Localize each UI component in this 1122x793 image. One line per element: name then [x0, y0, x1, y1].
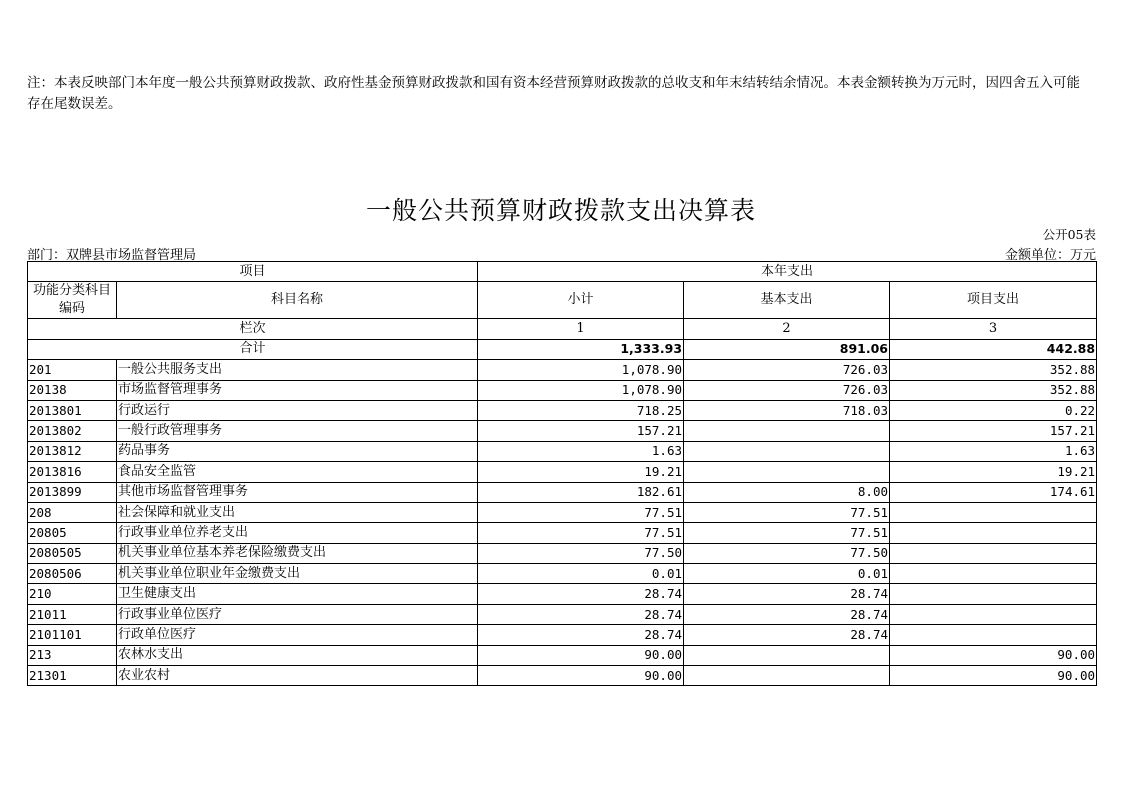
row-code: 2013812 — [28, 441, 117, 461]
row-basic — [684, 462, 890, 482]
table-row — [28, 523, 1097, 543]
row-name: 社会保障和就业支出 — [117, 502, 478, 522]
row-code: 2013816 — [28, 462, 117, 482]
row-project: 352.88 — [890, 360, 1097, 380]
row-project — [890, 625, 1097, 645]
row-project: 90.00 — [890, 645, 1097, 665]
row-project — [890, 523, 1097, 543]
row-subtotal: 1,078.90 — [478, 360, 684, 380]
row-subtotal: 157.21 — [478, 421, 684, 441]
column-index-2: 2 — [684, 319, 890, 339]
row-name: 行政事业单位医疗 — [117, 604, 478, 624]
row-code: 213 — [28, 645, 117, 665]
table-row — [28, 645, 1097, 665]
row-code: 208 — [28, 502, 117, 522]
row-code: 201 — [28, 360, 117, 380]
header-project: 项目 — [28, 262, 478, 282]
row-code: 2080505 — [28, 543, 117, 563]
column-index-3: 3 — [890, 319, 1097, 339]
header-name: 科目名称 — [117, 282, 478, 319]
column-index-1: 1 — [478, 319, 684, 339]
row-subtotal: 77.51 — [478, 523, 684, 543]
table-row — [28, 502, 1097, 522]
page-title: 一般公共预算财政拨款支出决算表 — [365, 196, 756, 225]
row-name: 一般行政管理事务 — [117, 421, 478, 441]
row-subtotal: 1,078.90 — [478, 380, 684, 400]
table-row — [28, 400, 1097, 420]
row-project — [890, 584, 1097, 604]
row-subtotal: 77.51 — [478, 502, 684, 522]
row-basic: 77.51 — [684, 502, 890, 522]
header-subtotal: 小计 — [478, 282, 684, 319]
row-basic: 8.00 — [684, 482, 890, 502]
row-subtotal: 718.25 — [478, 400, 684, 420]
row-name: 行政运行 — [117, 400, 478, 420]
table-row — [28, 625, 1097, 645]
header-basic: 基本支出 — [684, 282, 890, 319]
table-row — [28, 441, 1097, 461]
row-subtotal: 0.01 — [478, 564, 684, 584]
column-index-row — [28, 319, 1097, 339]
row-name: 机关事业单位基本养老保险缴费支出 — [117, 543, 478, 563]
table-row — [28, 380, 1097, 400]
row-name: 农林水支出 — [117, 645, 478, 665]
row-project — [890, 543, 1097, 563]
table-row — [28, 584, 1097, 604]
row-code: 20805 — [28, 523, 117, 543]
row-name: 其他市场监督管理事务 — [117, 482, 478, 502]
row-code: 2013801 — [28, 400, 117, 420]
row-subtotal: 1.63 — [478, 441, 684, 461]
row-project: 352.88 — [890, 380, 1097, 400]
total-basic: 891.06 — [684, 339, 890, 359]
row-project: 19.21 — [890, 462, 1097, 482]
row-subtotal: 28.74 — [478, 584, 684, 604]
row-project: 1.63 — [890, 441, 1097, 461]
table-row — [28, 564, 1097, 584]
header-row-top — [28, 262, 1097, 282]
table-row — [28, 482, 1097, 502]
total-row — [28, 339, 1097, 359]
column-index-label: 栏次 — [28, 319, 478, 339]
table-row — [28, 666, 1097, 686]
row-subtotal: 182.61 — [478, 482, 684, 502]
row-basic: 28.74 — [684, 625, 890, 645]
row-basic — [684, 441, 890, 461]
row-name: 卫生健康支出 — [117, 584, 478, 604]
row-project — [890, 564, 1097, 584]
row-code: 2013899 — [28, 482, 117, 502]
row-name: 行政单位医疗 — [117, 625, 478, 645]
row-code: 2080506 — [28, 564, 117, 584]
amount-unit-label: 金额单位：万元 — [1004, 248, 1096, 263]
row-name: 市场监督管理事务 — [117, 380, 478, 400]
table-row — [28, 604, 1097, 624]
row-project: 174.61 — [890, 482, 1097, 502]
table-row — [28, 462, 1097, 482]
row-basic — [684, 421, 890, 441]
row-name: 农业农村 — [117, 666, 478, 686]
table-row — [28, 421, 1097, 441]
row-basic: 718.03 — [684, 400, 890, 420]
total-project: 442.88 — [890, 339, 1097, 359]
row-basic: 0.01 — [684, 564, 890, 584]
row-basic: 77.51 — [684, 523, 890, 543]
table-row — [28, 360, 1097, 380]
row-code: 21011 — [28, 604, 117, 624]
row-project — [890, 502, 1097, 522]
row-name: 药品事务 — [117, 441, 478, 461]
row-basic: 726.03 — [684, 360, 890, 380]
total-label: 合计 — [28, 339, 478, 359]
row-subtotal: 90.00 — [478, 645, 684, 665]
row-basic: 726.03 — [684, 380, 890, 400]
total-subtotal: 1,333.93 — [478, 339, 684, 359]
row-subtotal: 77.50 — [478, 543, 684, 563]
row-project — [890, 604, 1097, 624]
row-basic — [684, 666, 890, 686]
row-project: 0.22 — [890, 400, 1097, 420]
header-project-expense: 项目支出 — [890, 282, 1097, 319]
form-code: 公开05表 — [1042, 227, 1096, 242]
row-basic — [684, 645, 890, 665]
row-subtotal: 90.00 — [478, 666, 684, 686]
row-code: 21301 — [28, 666, 117, 686]
row-basic: 28.74 — [684, 604, 890, 624]
row-code: 2101101 — [28, 625, 117, 645]
row-code: 210 — [28, 584, 117, 604]
table-note: 注：本表反映部门本年度一般公共预算财政拨款、政府性基金预算财政拨款和国有资本经营预算财政拨款的总收支和年末结转结余情况。本表金额转换为万元时，因四舍五入可能存在尾数误差。 — [27, 75, 1080, 112]
row-name: 食品安全监管 — [117, 462, 478, 482]
row-name: 一般公共服务支出 — [117, 360, 478, 380]
row-basic: 28.74 — [684, 584, 890, 604]
row-subtotal: 28.74 — [478, 625, 684, 645]
row-name: 行政事业单位养老支出 — [117, 523, 478, 543]
row-code: 20138 — [28, 380, 117, 400]
row-subtotal: 28.74 — [478, 604, 684, 624]
row-subtotal: 19.21 — [478, 462, 684, 482]
row-basic: 77.50 — [684, 543, 890, 563]
header-row-columns — [28, 282, 1097, 319]
table-row — [28, 543, 1097, 563]
header-current-year-expense: 本年支出 — [478, 262, 1097, 282]
row-code: 2013802 — [28, 421, 117, 441]
row-project: 157.21 — [890, 421, 1097, 441]
department-label: 部门：双牌县市场监督管理局 — [27, 248, 197, 263]
row-name: 机关事业单位职业年金缴费支出 — [117, 564, 478, 584]
budget-table — [27, 261, 1097, 686]
header-code: 功能分类科目编码 — [28, 282, 117, 319]
row-project: 90.00 — [890, 666, 1097, 686]
